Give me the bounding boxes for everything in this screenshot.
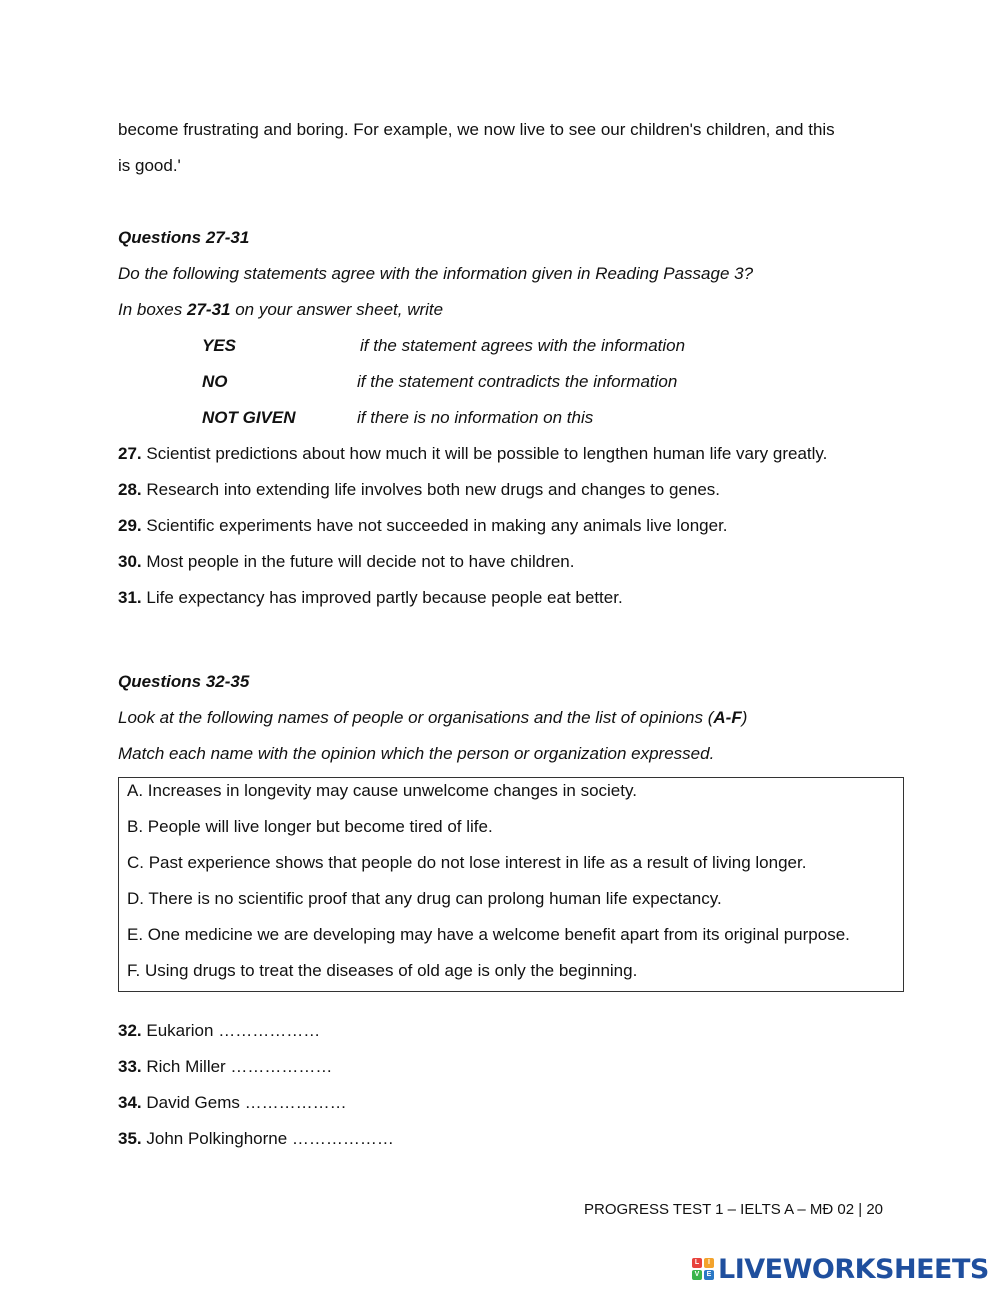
instruction-boxes: [118, 298, 443, 322]
instruction-boxes-pre: In boxes: [118, 300, 187, 319]
instruction-boxes-range: 27-31: [187, 300, 231, 319]
instruction-names-pre: Look at the following names of people or organisations and the list of opinions (: [118, 708, 714, 727]
option-text-yes: if the statement agrees with the information: [360, 336, 686, 355]
question-number: 27.: [118, 444, 142, 463]
question-text: Research into extending life involves both new drugs and changes to genes.: [146, 480, 721, 499]
logo-text: LIVEWORKSHEETS: [718, 1253, 989, 1285]
question-text: John Polkinghorne ………………: [146, 1129, 394, 1148]
instruction-names-range: A-F: [713, 708, 742, 727]
opinion-a: A. Increases in longevity may cause unwelcome changes in society.: [127, 781, 637, 800]
question-text: Rich Miller ………………: [146, 1057, 333, 1076]
logo-letter-i: I: [704, 1258, 714, 1268]
question-text: Most people in the future will decide not to have children.: [146, 552, 575, 571]
opinions-box: [118, 777, 904, 992]
option-key-yes: YES: [202, 336, 237, 355]
option-key-not-given: NOT GIVEN: [202, 408, 296, 427]
question-number: 31.: [118, 588, 142, 607]
liveworksheets-logo[interactable]: [692, 1252, 989, 1286]
instruction-agree: Do the following statements agree with the information given in Reading Passage 3?: [118, 264, 754, 283]
question-27: [118, 442, 827, 466]
opinion-f: F. Using drugs to treat the diseases of old age is only the beginning.: [127, 961, 638, 980]
question-33: [118, 1055, 332, 1079]
question-number: 35.: [118, 1129, 142, 1148]
question-29: [118, 514, 728, 538]
option-text-no: if the statement contradicts the information: [357, 372, 678, 391]
logo-letter-l: L: [692, 1258, 702, 1268]
logo-letter-e: E: [704, 1270, 714, 1280]
question-30: [118, 550, 574, 574]
opinion-d: D. There is no scientific proof that any drug can prolong human life expectancy.: [127, 889, 722, 908]
instruction-names-post: ): [741, 708, 748, 727]
section-heading-27-31: Questions 27-31: [118, 228, 250, 247]
logo-letter-v: V: [692, 1270, 702, 1280]
question-number: 29.: [118, 516, 142, 535]
instruction-match: Match each name with the opinion which the person or organization expressed.: [118, 744, 715, 763]
instruction-boxes-post: on your answer sheet, write: [230, 300, 444, 319]
instruction-names: [118, 706, 747, 730]
section-heading-32-35: Questions 32-35: [118, 672, 250, 691]
question-number: 32.: [118, 1021, 142, 1040]
question-number: 28.: [118, 480, 142, 499]
opinion-b: B. People will live longer but become tired of life.: [127, 817, 493, 836]
question-32: [118, 1019, 320, 1043]
intro-line-2: is good.': [118, 156, 181, 175]
opinion-e: E. One medicine we are developing may have a welcome benefit apart from its original purpose.: [127, 925, 850, 944]
option-text-not-given: if there is no information on this: [357, 408, 594, 427]
question-28: [118, 478, 720, 502]
question-text: Scientist predictions about how much it will be possible to lengthen human life vary greatly.: [146, 444, 828, 463]
question-number: 30.: [118, 552, 142, 571]
option-key-no: NO: [202, 372, 228, 391]
logo-icon: [692, 1258, 714, 1280]
question-text: Eukarion ………………: [146, 1021, 321, 1040]
question-31: [118, 586, 623, 610]
intro-line-1: become frustrating and boring. For example, we now live to see our children's children, and this: [118, 120, 835, 139]
page-footer: PROGRESS TEST 1 – IELTS A – MĐ 02 | 20: [584, 1201, 884, 1218]
question-34: [118, 1091, 347, 1115]
question-text: Life expectancy has improved partly because people eat better.: [146, 588, 623, 607]
question-text: David Gems ………………: [146, 1093, 347, 1112]
opinion-c: C. Past experience shows that people do not lose interest in life as a result of living longer.: [127, 853, 807, 872]
question-number: 34.: [118, 1093, 142, 1112]
question-number: 33.: [118, 1057, 142, 1076]
question-text: Scientific experiments have not succeeded in making any animals live longer.: [146, 516, 728, 535]
question-35: [118, 1127, 394, 1151]
